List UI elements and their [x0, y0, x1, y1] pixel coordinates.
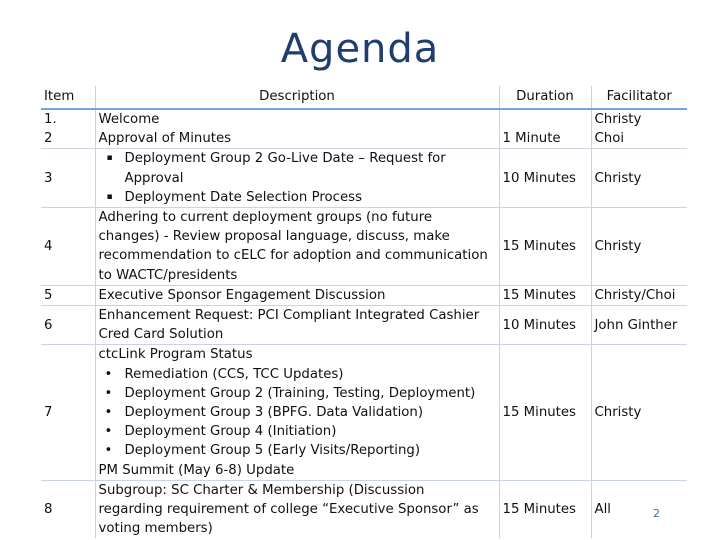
bullet-text: Deployment Group 5 (Early Visits/Reporting) [124, 443, 421, 459]
description-cell [95, 285, 499, 305]
facilitator-cell: Christy/Choi [591, 285, 687, 305]
page-number: 2 [653, 507, 660, 520]
description-line: Enhancement Request: PCI Compliant Integrated Cashier [98, 308, 480, 324]
description-cell [95, 149, 499, 208]
header-item: Item [41, 86, 95, 109]
item-number: 4 [41, 208, 95, 286]
bullet-icon: • [104, 443, 113, 459]
description-cell [95, 345, 499, 480]
duration-cell: 15 Minutes [499, 345, 591, 480]
table-row [41, 480, 687, 538]
description-line: Cred Card Solution [98, 327, 224, 343]
item-number: 5 [41, 285, 95, 305]
facilitator-cell: Christy [591, 345, 687, 480]
description-line: voting members) [98, 521, 213, 537]
item-number: 2 [44, 131, 53, 147]
duration-cell: 15 Minutes [499, 208, 591, 286]
description-line: Welcome [98, 112, 160, 127]
duration-cell: 15 Minutes [499, 285, 591, 305]
duration-cell: 15 Minutes [499, 480, 591, 538]
facilitator-cell: Christy [591, 208, 687, 286]
item-number: 1. [44, 112, 57, 128]
bullet-text: Deployment Group 4 (Initiation) [124, 424, 337, 440]
description-line: Approval of Minutes [98, 131, 232, 147]
description-line: changes) - Review proposal language, discuss, make [98, 229, 450, 245]
bullet-item [99, 422, 496, 441]
duration-cell: 10 Minutes [499, 306, 591, 345]
item-cell [41, 109, 95, 149]
facilitator-cell [591, 109, 687, 149]
description-line: Executive Sponsor Engagement Discussion [98, 287, 386, 303]
description-cell [95, 208, 499, 286]
description-line: regarding requirement of college “Executive Sponsor” as [98, 502, 479, 518]
bullet-item [99, 441, 496, 460]
bullet-item [99, 403, 496, 422]
bullet-icon: • [104, 385, 113, 401]
bullet-text: Remediation (CCS, TCC Updates) [124, 366, 344, 382]
table-row [41, 285, 687, 305]
duration-cell: 1 Minute [499, 109, 591, 149]
bullet-text: Approval [124, 170, 184, 186]
bullet-text: Deployment Group 2 Go-Live Date – Request for [124, 151, 446, 167]
header-row [41, 86, 687, 109]
header-facilitator: Facilitator [591, 86, 687, 109]
table-row [41, 306, 687, 345]
description-cell [95, 306, 499, 345]
item-number: 7 [41, 345, 95, 480]
description-line: to WACTC/presidents [98, 267, 238, 283]
item-number: 3 [41, 149, 95, 208]
header-description: Description [95, 86, 499, 109]
facilitator-cell: All [591, 480, 687, 538]
bullet-text: Deployment Date Selection Process [124, 189, 363, 205]
table-row [41, 345, 687, 480]
bullet-item [99, 188, 496, 207]
bullet-item [99, 365, 496, 384]
header-duration: Duration [499, 86, 591, 109]
description-cell [95, 480, 499, 538]
description-heading: ctcLink Program Status [98, 347, 253, 363]
bullet-text: Deployment Group 3 (BPFG. Data Validation) [124, 405, 424, 421]
table-row [41, 109, 687, 149]
facilitator-line: Christy [594, 112, 642, 127]
description-line: recommendation to cELC for adoption and communication [98, 248, 488, 264]
table-row [41, 149, 687, 208]
bullet-item [99, 149, 496, 187]
bullet-item [99, 384, 496, 403]
bullet-icon: • [104, 405, 113, 421]
square-bullet-icon: ▪ [106, 191, 113, 202]
duration-cell: 10 Minutes [499, 149, 591, 208]
description-line: Subgroup: SC Charter & Membership (Discussion [98, 482, 425, 498]
facilitator-line: Choi [594, 131, 625, 147]
page-title: Agenda [280, 26, 440, 72]
bullet-icon: • [104, 366, 113, 382]
facilitator-cell: Christy [591, 149, 687, 208]
description-line: PM Summit (May 6-8) Update [98, 462, 295, 478]
item-number: 8 [41, 480, 95, 538]
bullet-icon: • [104, 424, 113, 440]
description-line: Adhering to current deployment groups (no future [98, 210, 433, 226]
description-cell [95, 109, 499, 149]
item-number: 6 [41, 306, 95, 345]
square-bullet-icon: ▪ [106, 153, 113, 164]
facilitator-cell: John Ginther [591, 306, 687, 345]
table-row [41, 208, 687, 286]
agenda-table [41, 86, 687, 538]
bullet-text: Deployment Group 2 (Training, Testing, Deployment) [124, 385, 476, 401]
